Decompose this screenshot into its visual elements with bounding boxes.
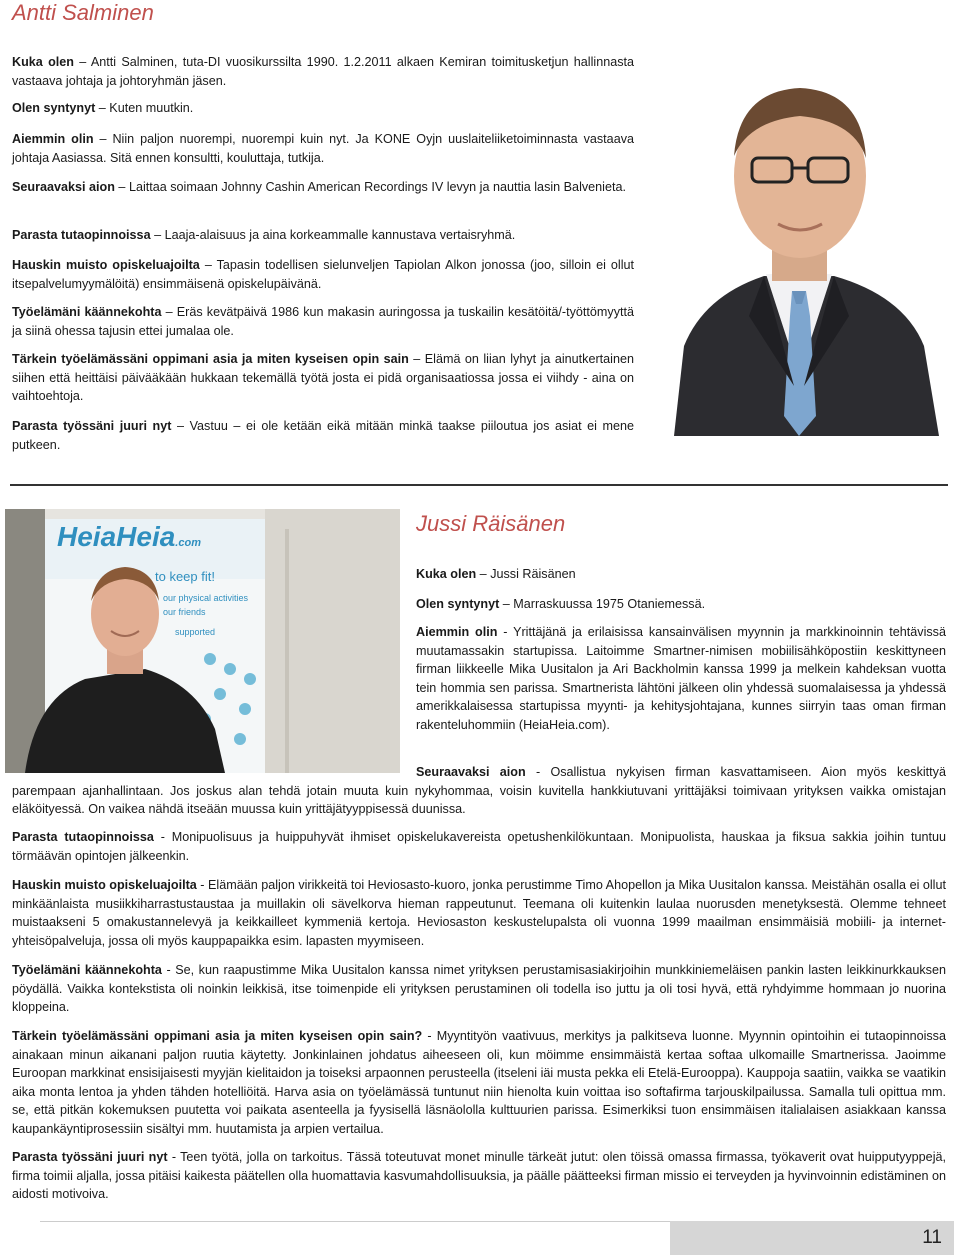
entry-kaannekohta: Työelämäni käännekohta - Se, kun raapustimme Mika Uusitalon kanssa nimet yrityksen perustamisasiakirjoihin munkkiniemeläisen pankin lasten leikkinurkkauksen pöydällä. Vaikka kontekstista oli noinkin leikkisä, itse toimenpide eli yrityksen perustaminen oli todella iso juttu ja oli tosi hyvä, että ryhdyimme hommaan jo nuorina kloppeina. — [12, 963, 946, 1015]
entry-kuka-olen: Kuka olen – Antti Salminen, tuta-DI vuosikurssilta 1990. 1.2.2011 alkaen Kemiran toimitusketjun hallinnasta vastaava johtaja ja johtoryhmän jäsen. — [12, 55, 635, 88]
entry-tarkein-oppi: Tärkein työelämässäni oppimani asia ja miten kyseisen opin sain – Elämä on liian lyhyt ja ainutkertainen siihen että heittäisi päivääkään hukkaan tekemällä työtä josta ei pidä organisaatiossa jossa ei viihdy - aina on vaihtoehtoja. — [12, 352, 634, 404]
banner-tagline: to keep fit! — [155, 569, 215, 584]
person-name-antti: Antti Salminen — [12, 0, 154, 25]
entry-olen-syntynyt: Olen syntynyt – Kuten muutkin. — [12, 101, 194, 115]
entry-parasta-tyossa: Parasta työssäni juuri nyt - Teen työtä, jolla on tarkoitus. Tässä toteutuvat monet minulle tärkeät jutut: olen töissä omassa firmassa, työkaverit ovat huipputyyppejä, firma toimii aljalla, jossa pitäisi kaikesta päätellen olla huomattavia kasvumahdollisuuksia, ja päälle päätteeksi firman missio ei terveyden ja hyvinvoinnin edistäminen on aidosti motivoiva. — [12, 1150, 946, 1202]
entry-seuraavaksi-aion: Seuraavaksi aion - Osallistua nykyisen firman kasvattamiseen. Aion myös keskittyä parempaan ajanhallintaan. Jos joskus alan tehdä jotain muuta kuin nykyhommaa, voisin kuvitella hankkiutuvani yrittäjäksi toimivaan yrityksen vaikka omistajan eläköityessä. On vaikea nähdä itseään muussa kuin yrittäjätyyppisessä duunissa. — [12, 765, 946, 817]
entry-parasta-tyossa: Parasta työssäni juuri nyt – Vastuu – ei ole ketään eikä mitään minkä taakse piiloutua jos asiat ei mene putkeen. — [12, 419, 635, 452]
entry-aiemmin-olin: Aiemmin olin - Yrittäjänä ja erilaisissa kansainvälisen myynnin ja markkinoinnin tehtävissä muutamassakin startupissa. Laitoimme Smartner-nimisen mobiilisähköpostiin keskittyneen firman liikkeelle Mika Uusitalon ja Ari Backholmin kanssa 1999 ja melkein kahdeksan vuotta tein hommia sen parissa. Smartnerista lähtöni jälkeen olin yhdessä suomalaisessa ja yhdessä amerikkalaisessa startupissa myynti- ja kehitysjohtajana, kunnes siirryin taas oman firman rakenteluhommiin (HeiaHeia.com). — [416, 625, 946, 732]
entry-kuka-olen: Kuka olen – Jussi Räisänen — [416, 567, 576, 581]
footer-line — [40, 1221, 670, 1222]
entry-parasta-tutaopinnoissa: Parasta tutaopinnoissa - Monipuolisuus ja huippuhyvät ihmiset opiskelukavereista opetushenkilökuntaan. Monipuolista, hauskaa ja fiksua sakkia joihin tuntuu törmäävän opintojen jälkeenkin. — [12, 830, 946, 863]
banner-line-1: our physical activities — [163, 593, 249, 603]
entry-olen-syntynyt: Olen syntynyt – Marraskuussa 1975 Otaniemessä. — [416, 597, 706, 611]
banner-line-3: supported — [175, 627, 216, 637]
entry-kaannekohta: Työelämäni käännekohta – Eräs kevätpäivä 1986 kun makasin auringossa ja tuskailin kesätöitä/-työttömyyttä ja siinä ohessa tajusin ettei jumalaa ole. — [12, 305, 634, 338]
footer-page-bar — [670, 1221, 954, 1255]
entry-hauskin-muisto: Hauskin muisto opiskeluajoilta - Elämään paljon virikkeitä toi Heviosasto-kuoro, jonka perustimme Timo Ahopellon ja Mika Uusitalon kanssa. Meistähän osalla ei ollut minkäänlaista musiikkiharrastustaustaa ja muillakin oli sävelkorva hieman rappeutunut. Teemana oli kuitenkin laulaa nuorusden menetyksestä. Olemme tehneet muistaakseni 5 omakustannelevyä ja keikkailleet kymmeniä kertoja. Heviosaston keskustelupalsta oli vuonna 1999 maailman ensimmäisiä mobiili- ja internet-yhteisöpalveluja, jossa oli myös kauppapaikka esim. lapasten myymiseen. — [12, 878, 946, 948]
portrait-antti — [654, 46, 944, 436]
page-number: 11 — [922, 1227, 942, 1248]
entry-tarkein-oppi: Tärkein työelämässäni oppimani asia ja miten kyseisen opin sain? - Myyntityön vaativuus, merkitys ja palkitseva luonne. Myynnin opintoihin ei tutaopinnoissa ainakaan minun aikanani paljon ruutia käytetty. Jonkinlainen johdatus aiheeseen oli, kun möimme ensimmäistä kertaa softaa ulkomaille Smartnerissa. Jaoimme Euroopan markkinat ensisijaisesti myyjän kielitaidon ja toiseksi arpaonnen perusteella (itseleni iäi musta pekka eli Etelä-Eurooppa). Kauppoja saatiin, vaikka se vaatikin aika monta lentoa ja yhden tähden hotelliöitä. Harva asia on työelämässä tuntunut niin hienolta kuin voittaa iso softafirma tarjouskilpailussa. Samalla tuli opittua mm. se, että pitkän kokemuksen puutetta voi paikata asenteella ja fyysisellä läsnäololla kulttuurien parissa. Esimerkiksi tuon ensimmäisen italialaisen asiakkaan kanssa kaupankäyntiprosessiin sisältyi mm. huutamista ja arpien vertailua. — [12, 1029, 946, 1136]
person-name-jussi: Jussi Räisänen — [416, 511, 566, 536]
banner-line-2: our friends — [163, 607, 206, 617]
portrait-jussi — [5, 509, 400, 773]
entry-hauskin-muisto: Hauskin muisto opiskeluajoilta – Tapasin todellisen sielunveljen Tapiolan Alkon jonossa (joo, silloin ei ollut itsepalvelumyymälöitä) ensimmäisenä opiskelupäivänä. — [12, 258, 635, 291]
banner-logo: HeiaHeia.com — [57, 521, 201, 552]
section-divider — [10, 484, 948, 486]
entry-aiemmin-olin: Aiemmin olin – Niin paljon nuorempi, nuorempi kuin nyt. Ja KONE Oyjn uuslaiteliiketoiminnasta vastaava johtaja Aasiassa. Sitä ennen konsultti, kouluttaja, tutkija. — [12, 132, 634, 165]
entry-seuraavaksi-aion: Seuraavaksi aion – Laittaa soimaan Johnny Cashin American Recordings IV levyn ja nauttia lasin Balvenieta. — [12, 180, 626, 194]
entry-parasta-tutaopinnoissa: Parasta tutaopinnoissa – Laaja-alaisuus ja aina korkeammalle kannustava vertaisryhmä. — [12, 228, 516, 242]
